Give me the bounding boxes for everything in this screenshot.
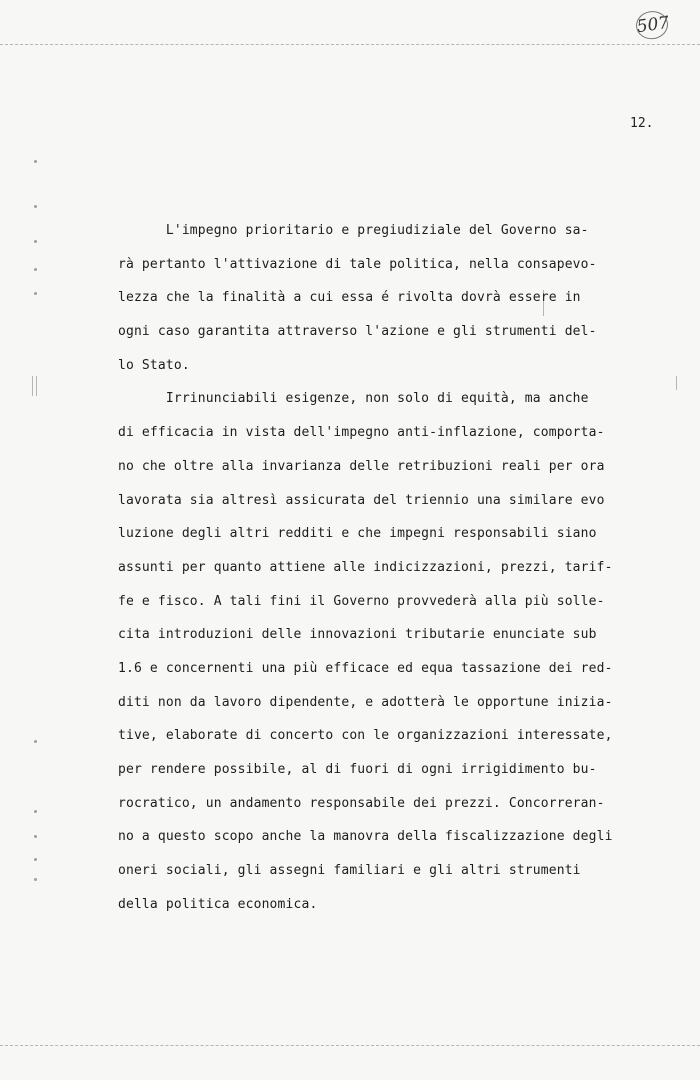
document-body — [118, 214, 658, 921]
bottom-edge-rule — [0, 1045, 700, 1046]
text-line: lavorata sia altresì assicurata del triennio una similare evo — [118, 492, 605, 508]
text-line: tive, elaborate di concerto con le organizzazioni interessate, — [118, 728, 613, 744]
text-line: fe e fisco. A tali fini il Governo provvederà alla più solle- — [118, 593, 605, 609]
archive-stamp-number: 507 — [632, 6, 674, 45]
scan-speck — [34, 810, 37, 813]
scan-speck — [34, 858, 37, 861]
margin-mark — [676, 376, 677, 390]
text-line: lo Stato. — [118, 357, 190, 373]
text-line: assunti per quanto attiene alle indicizzazioni, prezzi, tarif- — [118, 559, 613, 575]
text-line: L'impegno prioritario e pregiudiziale del Governo sa- — [118, 223, 589, 238]
text-line: lezza che la finalità a cui essa é rivolta dovrà essere in — [118, 290, 581, 306]
text-line: di efficacia in vista dell'impegno anti-inflazione, comporta- — [118, 425, 605, 441]
scan-speck — [34, 160, 37, 163]
text-line: oneri sociali, gli assegni familiari e gli altri strumenti — [118, 863, 581, 879]
text-line: no che oltre alla invarianza delle retribuzioni reali per ora — [118, 458, 605, 474]
page-number: 12. — [630, 116, 654, 131]
text-line: Irrinunciabili esigenze, non solo di equità, ma anche — [118, 391, 589, 407]
scan-speck — [34, 835, 37, 838]
top-edge-rule — [0, 44, 700, 45]
scan-speck — [34, 878, 37, 881]
margin-mark — [36, 376, 37, 396]
margin-mark — [32, 376, 33, 396]
text-line: rà pertanto l'attivazione di tale politica, nella consapevo- — [118, 256, 597, 272]
scan-speck — [34, 268, 37, 271]
text-line: ogni caso garantita attraverso l'azione e gli strumenti del- — [118, 324, 597, 340]
scan-speck — [34, 740, 37, 743]
text-line: no a questo scopo anche la manovra della fiscalizzazione degli — [118, 829, 613, 845]
text-line: luzione degli altri redditi e che impegni responsabili siano — [118, 526, 597, 542]
scan-speck — [34, 205, 37, 208]
scan-speck — [34, 292, 37, 295]
text-line: della politica economica. — [118, 896, 318, 912]
text-line: 1.6 e concernenti una più efficace ed equa tassazione dei red- — [118, 660, 613, 676]
text-line: diti non da lavoro dipendente, e adotterà le opportune inizia- — [118, 694, 613, 710]
text-line: per rendere possibile, al di fuori di ogni irrigidimento bu- — [118, 762, 597, 777]
text-line: cita introduzioni delle innovazioni tributarie enunciate sub — [118, 627, 597, 643]
text-line: rocratico, un andamento responsabile dei prezzi. Concorreran- — [118, 795, 605, 811]
scan-speck — [34, 240, 37, 243]
